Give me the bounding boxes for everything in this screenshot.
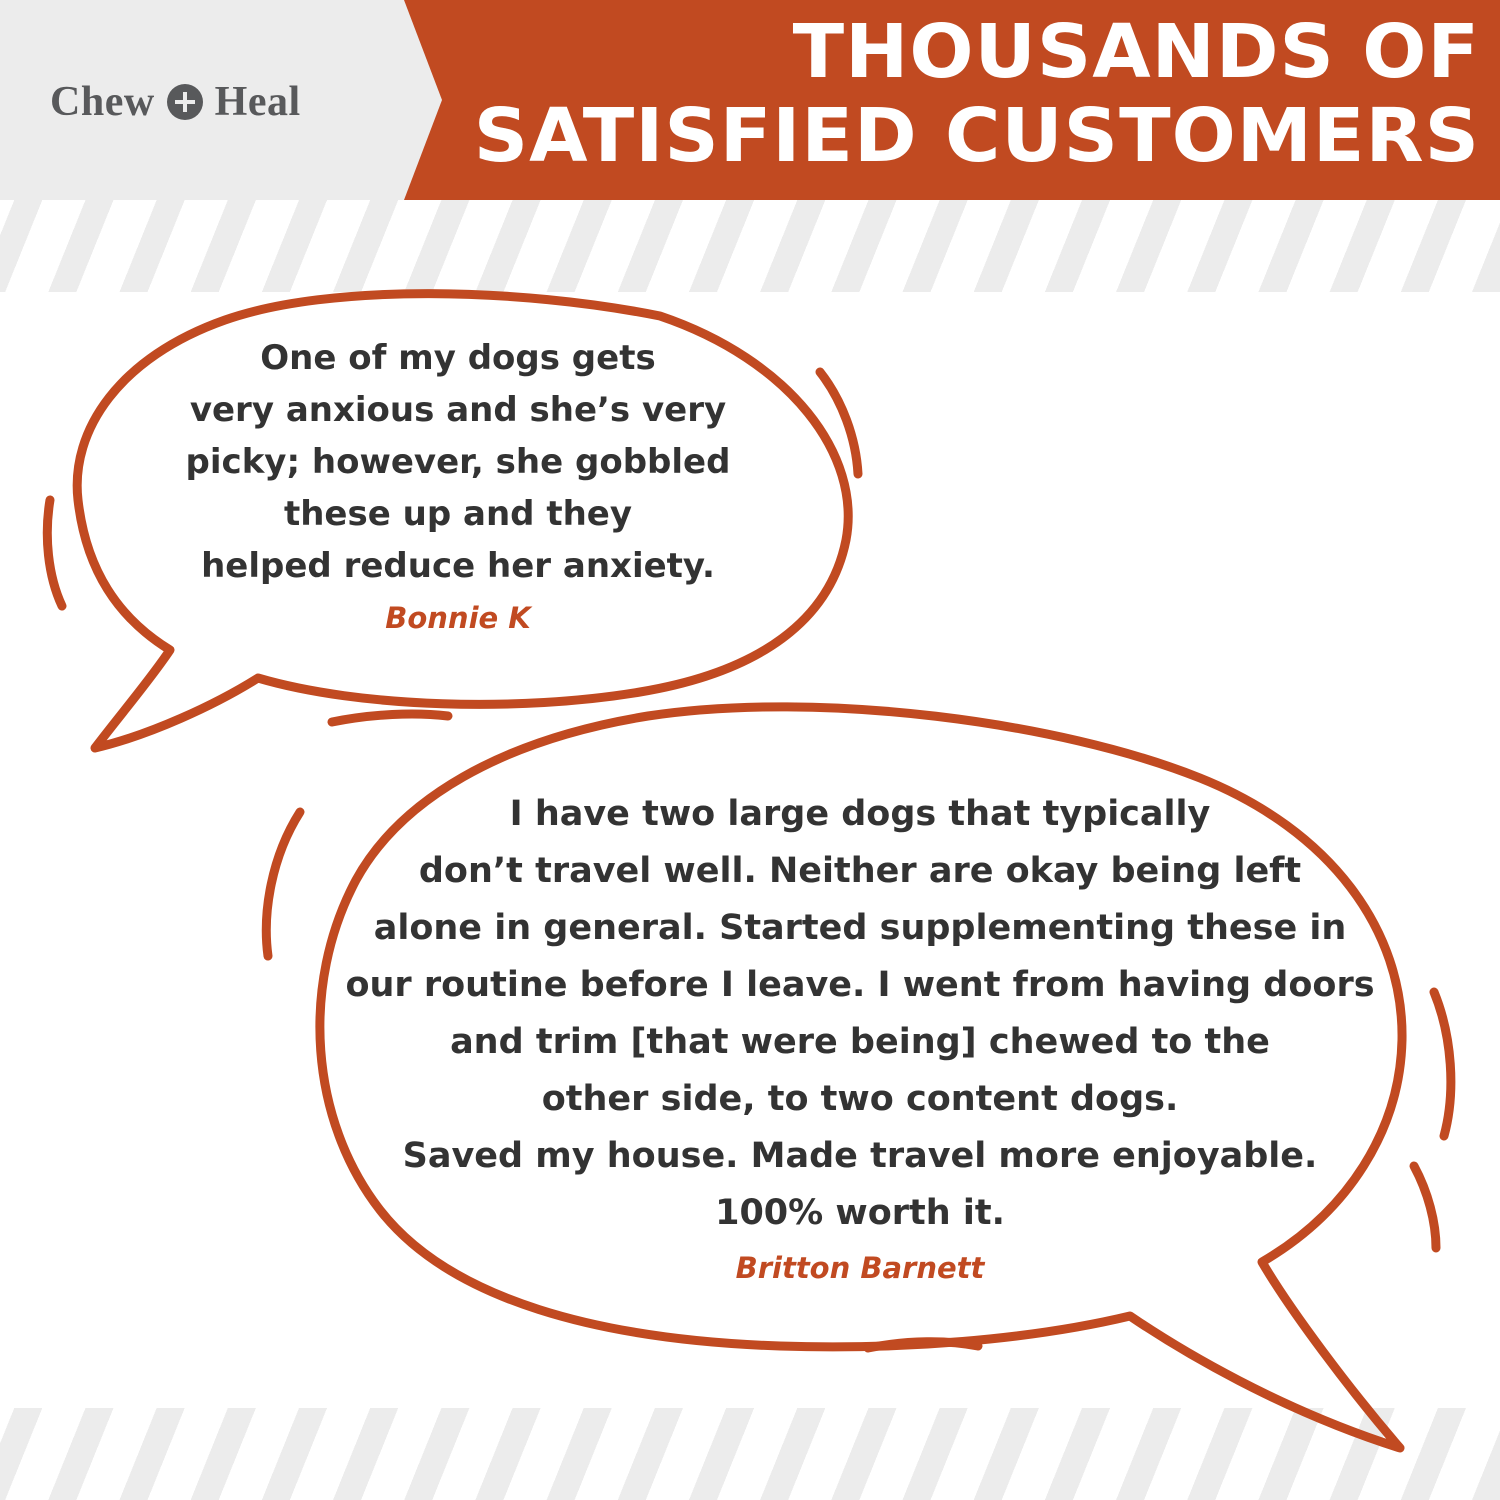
motion-line-5 <box>1434 992 1451 1136</box>
testimonial-1-line-1: One of my dogs gets <box>260 338 656 378</box>
testimonial-2-line-4: our routine before I leave. I went from having doors <box>345 965 1375 1005</box>
testimonial-1-line-5: helped reduce her anxiety. <box>201 546 715 586</box>
testimonial-2-line-6: other side, to two content dogs. <box>541 1079 1179 1119</box>
motion-line-6 <box>1414 1166 1436 1248</box>
testimonial-2-line-1: I have two large dogs that typically <box>509 794 1211 834</box>
testimonial-2-line-3: alone in general. Started supplementing these in <box>373 908 1347 948</box>
testimonial-2-line-5: and trim [that were being] chewed to the <box>450 1022 1270 1062</box>
testimonial-2-line-7: Saved my house. Made travel more enjoyable. <box>402 1136 1318 1176</box>
testimonial-2-text <box>330 786 1390 1242</box>
logo-word-left: Chew <box>50 79 155 125</box>
logo-word-right: Heal <box>214 79 301 125</box>
testimonial-2-author: Britton Barnett <box>735 1251 985 1285</box>
testimonial-1-text <box>108 332 808 592</box>
testimonial-1-line-4: these up and they <box>283 494 633 534</box>
motion-line-4 <box>266 812 300 956</box>
testimonial-2-line-2: don’t travel well. Neither are okay being left <box>418 851 1302 891</box>
motion-line-2 <box>47 500 62 606</box>
testimonial-2 <box>330 786 1390 1286</box>
motion-line-3 <box>332 714 448 722</box>
page-title-line-1: THOUSANDS OF <box>792 9 1480 95</box>
page-title-line-2: SATISFIED CUSTOMERS <box>473 93 1480 179</box>
testimonial-1-line-3: picky; however, she gobbled <box>185 442 731 482</box>
testimonial-1-author: Bonnie K <box>385 601 531 635</box>
testimonial-1-line-2: very anxious and she’s very <box>189 390 727 430</box>
testimonial-2-line-8: 100% worth it. <box>715 1193 1005 1233</box>
testimonial-1 <box>108 332 808 636</box>
